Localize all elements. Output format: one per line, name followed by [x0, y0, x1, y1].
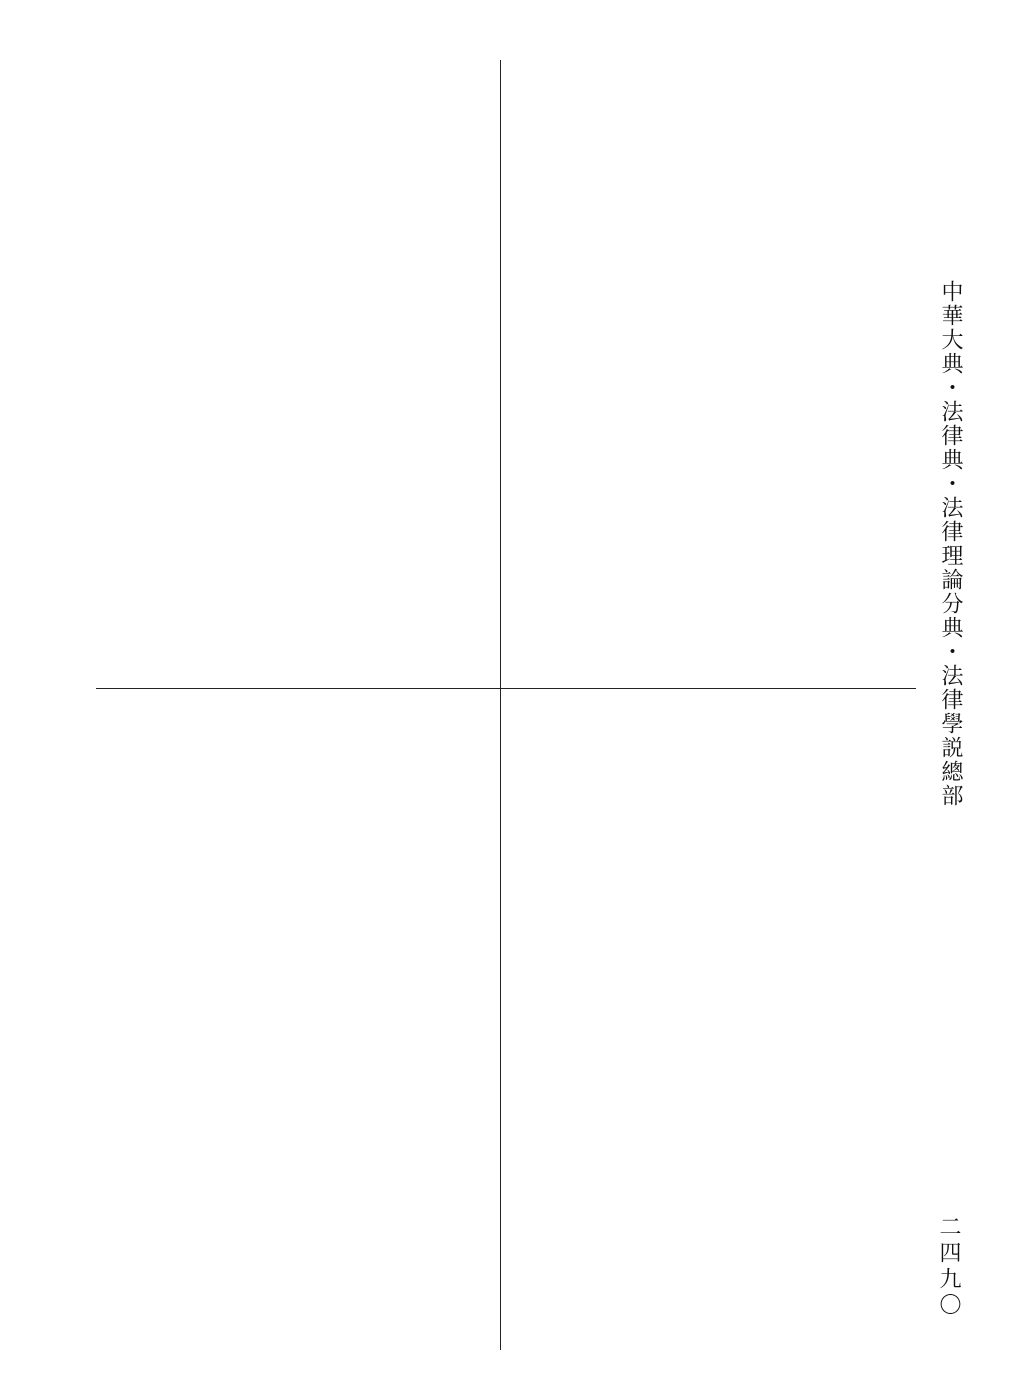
- text-block-lower-right: [529, 705, 899, 1345]
- text-block-upper-right: [529, 110, 899, 670]
- page-number: 二四九〇: [936, 1215, 961, 1319]
- text-block-lower-left: [54, 705, 494, 1345]
- running-header: 中華大典・法律典・法律理論分典・法律學説總部: [938, 280, 963, 808]
- section-divider: [96, 688, 916, 689]
- text-block-upper-left: [54, 110, 494, 670]
- column-divider: [500, 60, 501, 1350]
